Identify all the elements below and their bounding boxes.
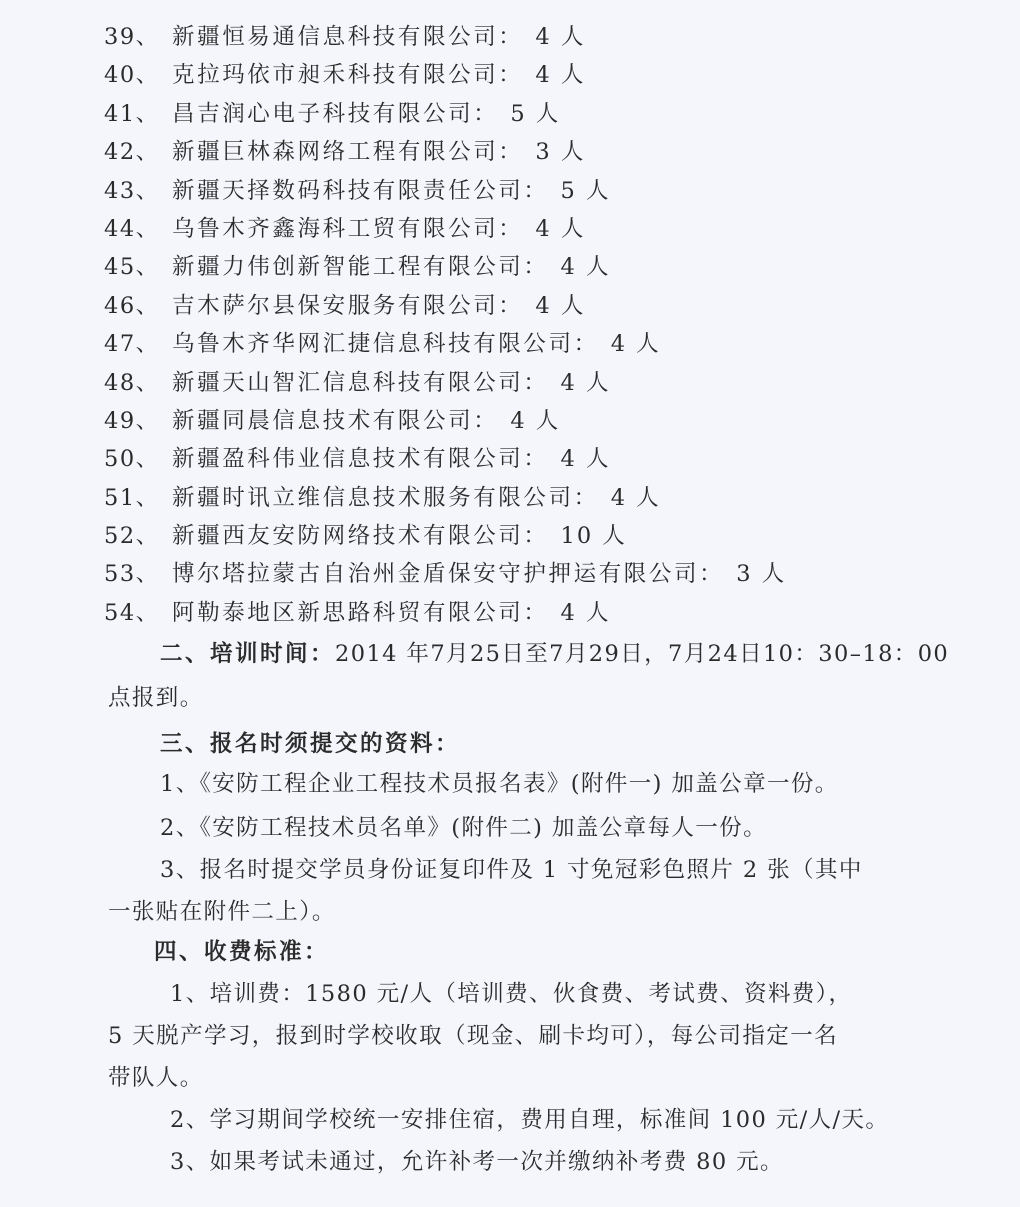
company-number: 54、 (104, 599, 160, 626)
company-name: 克拉玛依市昶禾科技有限公司： (172, 62, 524, 89)
company-name: 新疆恒易通信息科技有限公司： (172, 24, 524, 50)
trainee-count: 4 人 (610, 331, 661, 358)
company-name: 新疆西友安防网络技术有限公司： (172, 523, 549, 550)
training-time-text: 2014 年7月25日至7月29日，7月24日10：30–18：00 (335, 641, 950, 667)
company-row (104, 594, 984, 632)
company-number: 40、 (104, 62, 160, 89)
company-row (104, 325, 984, 363)
company-row (104, 95, 984, 133)
company-number: 42、 (104, 139, 160, 166)
trainee-count: 4 人 (560, 446, 611, 473)
materials-item-3: 3、报名时提交学员身份证复印件及 1 寸免冠彩色照片 2 张（其中 (160, 857, 863, 883)
company-row (104, 18, 984, 56)
company-name: 新疆天山智汇信息科技有限公司： (172, 369, 549, 396)
company-number: 51、 (104, 484, 160, 511)
company-row (104, 364, 984, 402)
company-row (104, 210, 984, 248)
company-name: 新疆同晨信息技术有限公司： (172, 407, 499, 434)
company-number: 45、 (104, 254, 160, 281)
company-name: 博尔塔拉蒙古自治州金盾保安守护押运有限公司： (172, 561, 725, 588)
company-number: 47、 (104, 331, 160, 358)
company-row (104, 248, 984, 286)
scan-corner-mark (994, 1181, 1020, 1207)
company-row (104, 133, 984, 171)
company-name: 新疆天择数码科技有限责任公司： (172, 177, 549, 204)
materials-item-3-continuation: 一张贴在附件二上）。 (108, 899, 336, 925)
company-name: 乌鲁木齐鑫海科工贸有限公司： (172, 215, 524, 242)
materials-item-1: 1、《安防工程企业工程技术员报名表》(附件一) 加盖公章一份。 (160, 771, 839, 797)
trainee-count: 4 人 (535, 292, 586, 319)
training-time-continuation: 点报到。 (108, 685, 204, 711)
company-number: 46、 (104, 292, 160, 319)
trainee-count: 4 人 (510, 407, 561, 434)
company-row (104, 555, 984, 593)
company-name: 新疆力伟创新智能工程有限公司： (172, 254, 549, 281)
company-row (104, 56, 984, 94)
company-number: 53、 (104, 561, 160, 588)
company-name: 吉木萨尔县保安服务有限公司： (172, 292, 524, 319)
section-heading: 二、培训时间： (160, 641, 336, 667)
company-number: 52、 (104, 523, 160, 550)
fee-item-1-continuation: 带队人。 (108, 1065, 204, 1091)
company-number: 48、 (104, 369, 160, 396)
company-name: 新疆时讯立维信息技术服务有限公司： (172, 484, 599, 511)
trainee-count: 3 人 (736, 561, 787, 588)
section-heading: 三、报名时须提交的资料： (160, 731, 461, 757)
company-row (104, 440, 984, 478)
trainee-count: 3 人 (535, 139, 586, 166)
company-row (104, 172, 984, 210)
company-row (104, 517, 984, 555)
fee-item-2: 2、学习期间学校统一安排住宿，费用自理，标准间 100 元/人/天。 (170, 1107, 890, 1133)
company-name: 昌吉润心电子科技有限公司： (172, 100, 499, 127)
fee-item-1-continuation: 5 天脱产学习，报到时学校收取（现金、刷卡均可），每公司指定一名 (108, 1023, 839, 1049)
company-number: 43、 (104, 177, 160, 204)
company-number: 44、 (104, 215, 160, 242)
company-name: 阿勒泰地区新思路科贸有限公司： (172, 599, 549, 626)
section-training-time (160, 636, 949, 668)
materials-item-2: 2、《安防工程技术员名单》(附件二) 加盖公章每人一份。 (160, 815, 767, 841)
company-number: 50、 (104, 446, 160, 473)
company-name: 新疆巨林森网络工程有限公司： (172, 139, 524, 166)
company-row (104, 287, 984, 325)
company-row (104, 479, 984, 517)
trainee-count: 5 人 (560, 177, 611, 204)
trainee-count: 4 人 (610, 484, 661, 511)
trainee-count: 4 人 (560, 599, 611, 626)
section-heading: 四、收费标准： (154, 939, 330, 965)
company-number: 41、 (104, 100, 160, 127)
trainee-count: 4 人 (560, 254, 611, 281)
fee-item-3: 3、如果考试未通过，允许补考一次并缴纳补考费 80 元。 (170, 1149, 784, 1175)
trainee-count: 5 人 (510, 100, 561, 127)
trainee-count: 4 人 (535, 62, 586, 89)
company-number: 49、 (104, 407, 160, 434)
company-name: 新疆盈科伟业信息技术有限公司： (172, 446, 549, 473)
trainee-count: 4 人 (560, 369, 611, 396)
company-name: 乌鲁木齐华网汇捷信息科技有限公司： (172, 331, 599, 358)
trainee-count: 4 人 (535, 215, 586, 242)
company-row (104, 402, 984, 440)
company-number: 39、 (104, 24, 160, 50)
trainee-count: 4 人 (535, 24, 586, 50)
fee-item-1: 1、培训费：1580 元/人（培训费、伙食费、考试费、资料费）， (170, 981, 853, 1007)
company-list (104, 18, 984, 632)
trainee-count: 10 人 (560, 523, 627, 550)
